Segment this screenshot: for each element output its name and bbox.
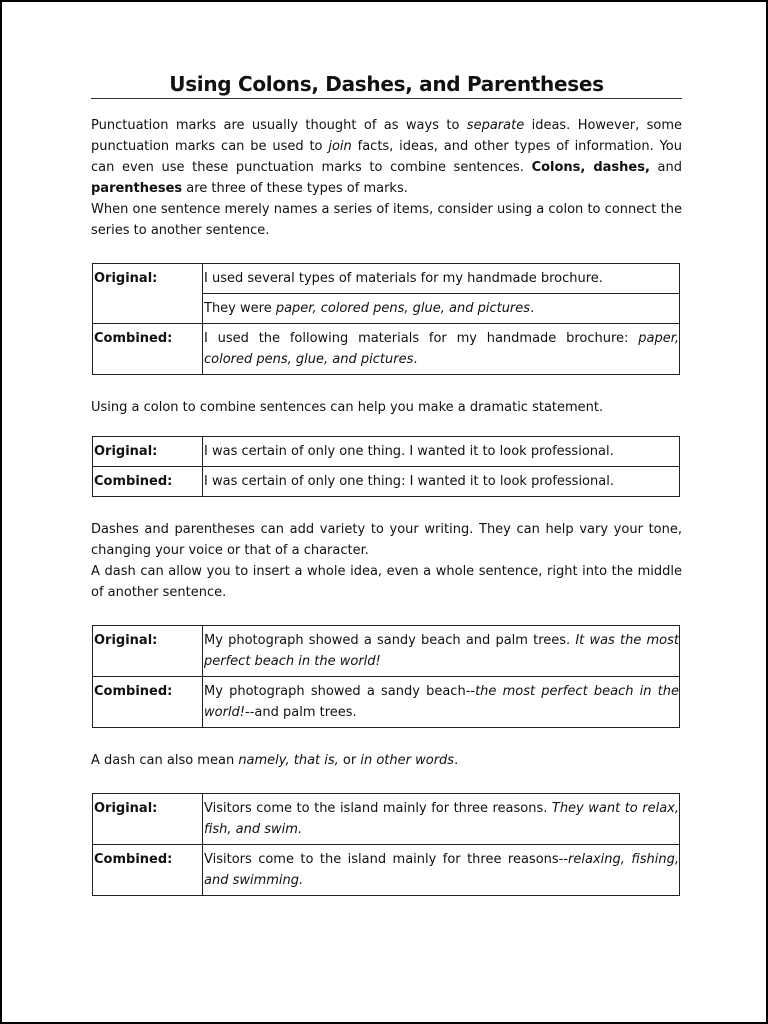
example-table-dash-namely: [92, 793, 680, 896]
dash-insert-paragraph: A dash can allow you to insert a whole idea, even a whole sentence, right into the middle of another sentence.: [91, 564, 682, 600]
text-run: Visitors come to the island mainly for three reasons--: [204, 852, 569, 867]
text-run: and: [649, 160, 682, 175]
combined-sentence: I was certain of only one thing: I wanted it to look professional.: [203, 467, 680, 497]
combined-label: Combined:: [93, 324, 203, 375]
text-run: --and palm trees.: [245, 705, 357, 720]
dash-namely-paragraph: [91, 750, 682, 771]
text-run: .: [413, 352, 418, 367]
combined-sentence: [203, 324, 680, 375]
emphasis-join: join: [328, 139, 352, 154]
text-run: ideas. However, some punctuation marks can be used to: [91, 118, 682, 154]
table-row: [93, 677, 680, 728]
original-sentence: [203, 294, 680, 324]
original-sentence: [203, 794, 680, 845]
emphasis: It was the most perfect beach in the world!: [204, 633, 679, 669]
intro-paragraph: [91, 115, 682, 199]
emphasis: paper, colored pens, glue, and pictures: [275, 301, 531, 316]
combined-label: Combined:: [93, 845, 203, 896]
table-row: [93, 324, 680, 375]
text-run: .: [530, 301, 535, 316]
bold-colons-dashes: Colons, dashes,: [531, 160, 650, 175]
table-row: [93, 264, 680, 294]
table-row: [93, 845, 680, 896]
table-row: [93, 626, 680, 677]
example-table-dash-insert: [92, 625, 680, 728]
original-label: Original:: [93, 794, 203, 845]
text-run: They were: [204, 301, 276, 316]
text-run: Visitors come to the island mainly for three reasons.: [204, 801, 552, 816]
original-label: Original:: [93, 264, 203, 324]
emphasis-separate: separate: [466, 118, 525, 133]
table-row: [93, 467, 680, 497]
combined-sentence: [203, 677, 680, 728]
text-run: My photograph showed a sandy beach and palm trees.: [204, 633, 576, 648]
colon-dramatic-paragraph: Using a colon to combine sentences can help you make a dramatic statement.: [91, 400, 604, 415]
emphasis: in other words: [360, 753, 455, 768]
emphasis: relaxing, fishing, and swimming.: [204, 852, 679, 888]
text-run: My photograph showed a sandy beach--: [204, 684, 476, 699]
example-table-colon-series: [92, 263, 680, 375]
original-sentence: I was certain of only one thing. I wanted it to look professional.: [203, 437, 680, 467]
page-title: Using Colons, Dashes, and Parentheses: [91, 72, 682, 99]
dashes-parentheses-paragraph: Dashes and parentheses can add variety to your writing. They can help vary your tone, changing your voice or that of a character.: [91, 522, 682, 558]
bold-parentheses: parentheses: [91, 181, 183, 196]
combined-label: Combined:: [93, 467, 203, 497]
text-run: are three of these types of marks.: [182, 181, 408, 196]
text-run: I used the following materials for my handmade brochure:: [204, 331, 639, 346]
combined-label: Combined:: [93, 677, 203, 728]
table-row: [93, 437, 680, 467]
emphasis: the most perfect beach in the world!: [204, 684, 679, 720]
colon-series-paragraph: When one sentence merely names a series of items, consider using a colon to connect the series to another sentence.: [91, 202, 682, 238]
text-run: .: [454, 753, 459, 768]
original-sentence: I used several types of materials for my handmade brochure.: [203, 264, 680, 294]
text-run: A dash can also mean: [91, 753, 239, 768]
emphasis: namely, that is,: [238, 753, 339, 768]
original-label: Original:: [93, 626, 203, 677]
original-sentence: [203, 626, 680, 677]
text-run: facts, ideas, and other types of information. You can even use these punctuation marks to combine sentences.: [91, 139, 682, 175]
table-row: [93, 794, 680, 845]
text-run: or: [338, 753, 361, 768]
original-label: Original:: [93, 437, 203, 467]
emphasis: They want to relax, fish, and swim.: [204, 801, 679, 837]
example-table-colon-dramatic: [92, 436, 680, 497]
document-body: [91, 72, 682, 896]
combined-sentence: [203, 845, 680, 896]
emphasis: paper, colored pens, glue, and pictures: [204, 331, 679, 367]
text-run: Punctuation marks are usually thought of as ways to: [91, 118, 467, 133]
